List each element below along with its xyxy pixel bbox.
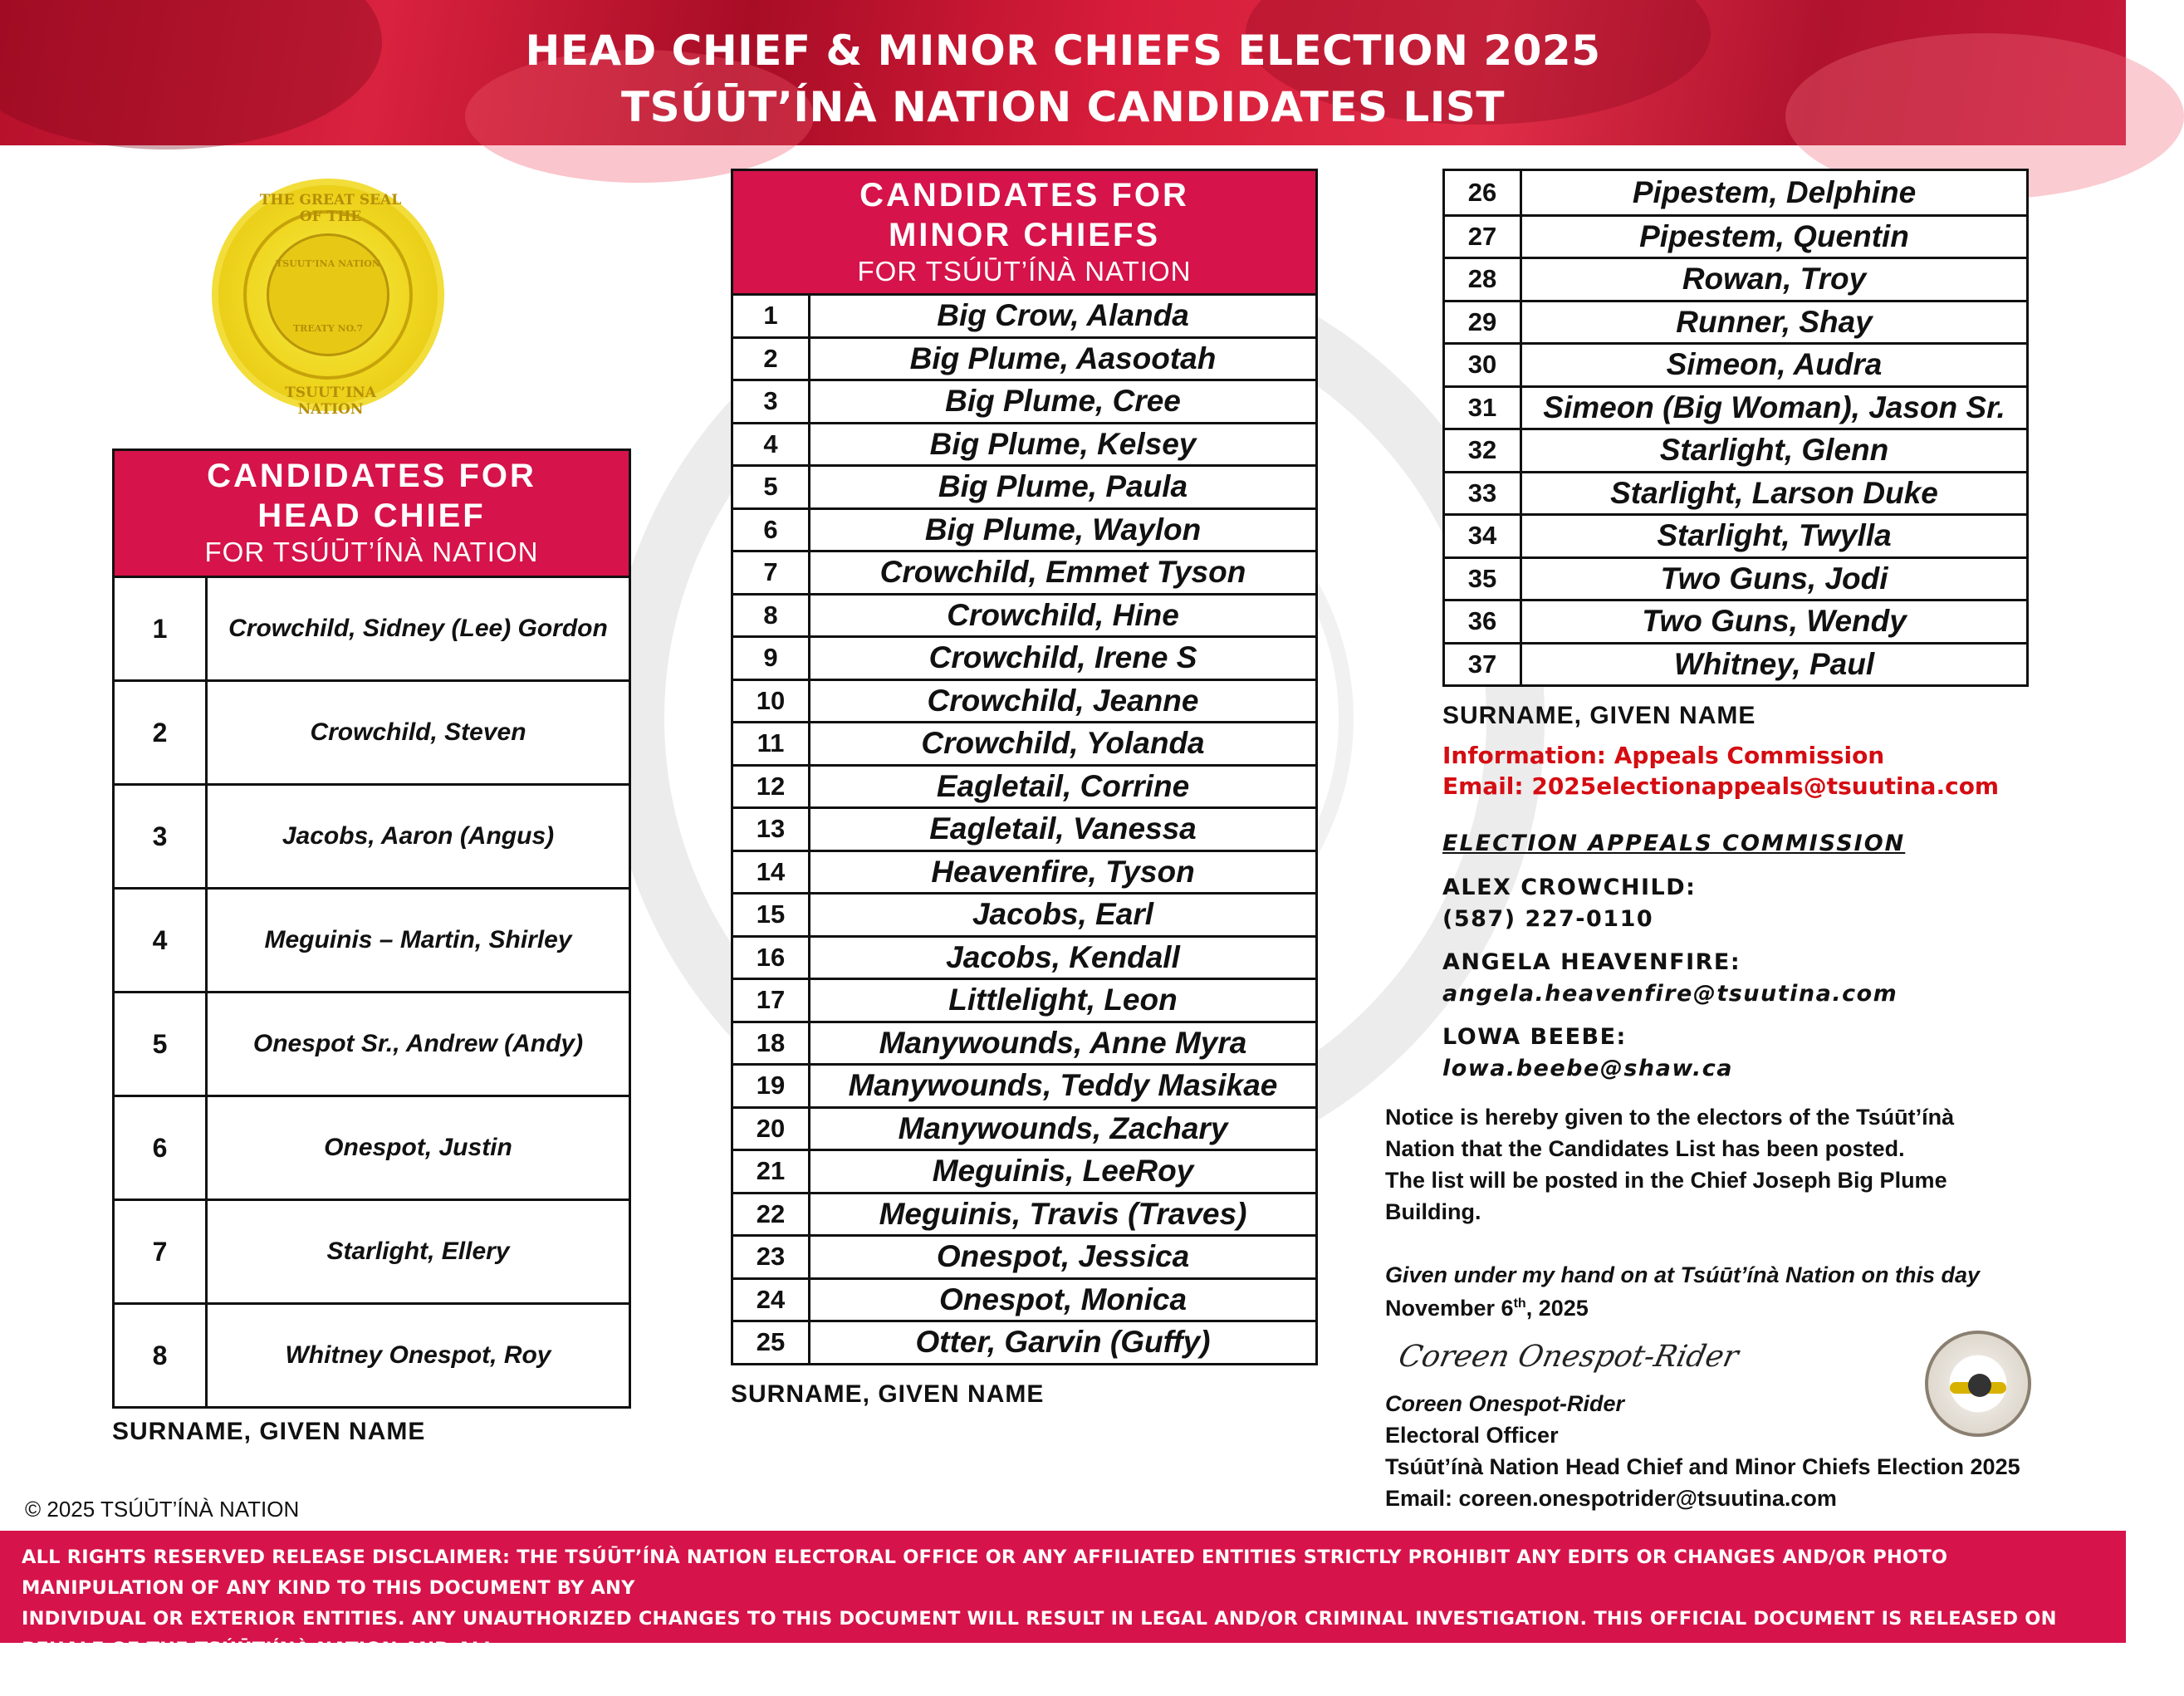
table-row — [1445, 300, 2026, 343]
table-row — [733, 1063, 1315, 1106]
disclaimer-banner — [0, 1531, 2126, 1691]
table-row — [733, 764, 1315, 807]
table-row — [733, 721, 1315, 764]
signatory-email-link[interactable]: Email: coreen.onespotrider@tsuutina.com — [1385, 1486, 1837, 1511]
table-row — [733, 422, 1315, 465]
signature-script: Coreen Onespot-Rider — [1395, 1340, 1742, 1374]
candidate-number: 35 — [1445, 559, 1522, 600]
candidate-number: 13 — [733, 809, 810, 850]
candidate-number: 17 — [733, 980, 810, 1021]
notice-paragraph — [1385, 1101, 1954, 1228]
candidate-number: 3 — [115, 786, 208, 887]
date-month: November 6 — [1385, 1296, 1514, 1321]
candidate-number: 31 — [1445, 388, 1522, 429]
candidate-name: Meguinis, Travis (Traves) — [879, 1196, 1247, 1231]
candidate-name: Meguinis, LeeRoy — [932, 1154, 1194, 1189]
member-name: ALEX CROWCHILD: — [1442, 875, 1697, 900]
candidate-name: Pipestem, Delphine — [1632, 174, 1917, 209]
candidate-number: 19 — [733, 1066, 810, 1106]
candidate-name: Runner, Shay — [1676, 304, 1873, 339]
table-row — [1445, 556, 2026, 600]
head-chief-caption: SURNAME, GIVEN NAME — [112, 1418, 426, 1445]
page-title-line1: HEAD CHIEF & MINOR CHIEFS ELECTION 2025 — [525, 27, 1601, 75]
table-row — [1445, 471, 2026, 514]
signatory-title: Electoral Officer — [1385, 1423, 1559, 1448]
disclaimer-line: COPYRIGHT IS OWNED BY TSÚŪT’ÍNÀ NATION AND STRICTLY PROHIBITS THAT NO PART OF THIS DOCUMENT BE REPRODUCED, MANIPULATED, OR COMPROMISED. — [22, 1669, 1735, 1691]
table-row — [1445, 342, 2026, 385]
table-row — [733, 892, 1315, 935]
candidate-number: 9 — [733, 638, 810, 679]
minor-chiefs-table — [731, 169, 1318, 1365]
copyright-notice: © 2025 TSÚŪT’ÍNÀ NATION — [25, 1497, 300, 1522]
notice-line: Notice is hereby given to the electors of the Tsúūt’ínà — [1385, 1105, 1955, 1130]
appeals-email-link[interactable]: Email: 2025electionappeals@tsuutina.com — [1442, 772, 2000, 800]
table-row — [733, 1192, 1315, 1235]
table-row — [733, 464, 1315, 507]
candidate-number: 4 — [115, 890, 208, 991]
candidate-number: 7 — [115, 1201, 208, 1302]
candidate-number: 28 — [1445, 259, 1522, 300]
head-chief-heading — [115, 451, 629, 576]
candidate-number: 1 — [733, 296, 810, 336]
candidate-number: 20 — [733, 1109, 810, 1149]
table-row — [733, 850, 1315, 893]
heading-line: MINOR CHIEFS — [888, 217, 1161, 253]
table-row — [1445, 428, 2026, 471]
table-row — [733, 806, 1315, 850]
seal-inner-text-bottom: TREATY NO.7 — [293, 323, 363, 334]
candidate-number: 16 — [733, 938, 810, 978]
minor-chiefs-heading — [733, 171, 1315, 293]
candidate-name: Simeon, Audra — [1666, 347, 1883, 382]
candidate-number: 23 — [733, 1237, 810, 1277]
table-row — [1445, 599, 2026, 642]
table-row — [733, 1021, 1315, 1064]
disclaimer-line: ALL RIGHTS RESERVED RELEASE DISCLAIMER: THE TSÚŪT’ÍNÀ NATION ELECTORAL OFFICE OR ANY AFFILIATED ENTITIES STRICTLY PROHIBIT ANY EDITS OR CHANGES AND/OR PHOTO MANIPULATION OF ANY KIND TO THIS DOCUMENT BY ANY — [22, 1546, 1948, 1599]
candidate-name: Jacobs, Earl — [972, 897, 1153, 932]
candidate-name: Big Plume, Paula — [938, 469, 1188, 504]
table-row — [733, 379, 1315, 422]
member-name: LOWA BEEBE: — [1442, 1024, 1627, 1050]
candidate-name: Jacobs, Aaron (Angus) — [282, 822, 555, 850]
candidate-number: 11 — [733, 723, 810, 764]
candidate-number: 7 — [733, 552, 810, 593]
table-row — [733, 1234, 1315, 1277]
candidate-number: 12 — [733, 767, 810, 807]
table-row — [733, 293, 1315, 336]
candidate-name: Manywounds, Anne Myra — [879, 1025, 1247, 1060]
signatory-org: Tsúūt’ínà Nation Head Chief and Minor Chiefs Election 2025 — [1385, 1454, 2020, 1479]
candidate-name: Simeon (Big Woman), Jason Sr. — [1543, 390, 2005, 424]
candidate-name: Starlight, Glenn — [1659, 433, 1889, 468]
minor-chiefs-table-continued — [1442, 169, 2029, 687]
table-row — [115, 887, 629, 991]
minor-chiefs-caption: SURNAME, GIVEN NAME — [731, 1380, 1045, 1408]
candidate-number: 29 — [1445, 302, 1522, 343]
candidate-number: 18 — [733, 1023, 810, 1064]
candidate-name: Onespot, Monica — [938, 1282, 1187, 1316]
table-row — [1445, 642, 2026, 685]
heading-line: CANDIDATES FOR — [859, 177, 1189, 213]
table-row — [1445, 214, 2026, 257]
candidate-number: 3 — [733, 381, 810, 422]
candidate-name: Crowchild, Steven — [310, 718, 526, 746]
given-under-hand-line: Given under my hand on at Tsúūt’ínà Nation on this day — [1385, 1262, 1981, 1287]
seal-dot — [1968, 1374, 1991, 1397]
date-suffix: th — [1513, 1297, 1526, 1311]
seal-center — [267, 233, 389, 356]
candidate-name: Starlight, Ellery — [326, 1238, 510, 1265]
appeals-commission-title: ELECTION APPEALS COMMISSION — [1442, 831, 1906, 856]
table-row — [733, 1320, 1315, 1363]
candidate-name: Otter, Garvin (Guffy) — [915, 1325, 1211, 1360]
table-row — [733, 679, 1315, 722]
candidate-number: 26 — [1445, 171, 1522, 214]
table-row — [1445, 385, 2026, 429]
heading-line: CANDIDATES FOR — [207, 458, 536, 494]
table-row — [115, 783, 629, 887]
candidate-name: Big Crow, Alanda — [937, 298, 1189, 333]
table-row — [115, 1095, 629, 1198]
table-row — [733, 1149, 1315, 1192]
table-row — [115, 576, 629, 679]
table-row — [733, 593, 1315, 636]
candidate-name: Crowchild, Irene S — [928, 640, 1197, 675]
member-phone[interactable]: (587) 227-0110 — [1442, 906, 1654, 932]
candidate-number: 5 — [733, 467, 810, 507]
candidate-number: 15 — [733, 895, 810, 935]
candidate-number: 2 — [733, 339, 810, 380]
notice-date — [1385, 1296, 1589, 1321]
candidate-name: Two Guns, Wendy — [1642, 604, 1907, 639]
candidate-name: Big Plume, Kelsey — [929, 426, 1197, 461]
candidate-number: 4 — [733, 424, 810, 465]
heading-line: HEAD CHIEF — [257, 498, 486, 534]
signatory-name: Coreen Onespot-Rider — [1385, 1391, 1625, 1416]
candidate-name: Big Plume, Waylon — [924, 512, 1202, 547]
candidate-number: 8 — [115, 1305, 208, 1406]
official-seal-logo — [1925, 1331, 2031, 1437]
candidate-number: 32 — [1445, 430, 1522, 471]
candidate-number: 33 — [1445, 473, 1522, 514]
candidate-name: Crowchild, Hine — [947, 597, 1179, 632]
candidate-number: 22 — [733, 1194, 810, 1235]
candidate-name: Pipestem, Quentin — [1639, 218, 1909, 253]
candidate-number: 25 — [733, 1322, 810, 1363]
table-row — [1445, 513, 2026, 556]
candidate-name: Whitney, Paul — [1673, 646, 1875, 681]
candidate-name: Onespot, Jessica — [936, 1239, 1190, 1274]
table-row — [115, 991, 629, 1095]
minor-chiefs-caption-right: SURNAME, GIVEN NAME — [1442, 702, 1756, 729]
candidate-number: 10 — [733, 681, 810, 722]
candidate-name: Onespot Sr., Andrew (Andy) — [252, 1030, 584, 1057]
table-row — [733, 1277, 1315, 1321]
candidate-name: Eagletail, Vanessa — [929, 811, 1197, 846]
candidate-name: Crowchild, Jeanne — [927, 683, 1199, 718]
heading-subline: FOR TSÚŪT’ÍNÀ NATION — [857, 256, 1192, 287]
candidate-number: 36 — [1445, 601, 1522, 642]
candidate-number: 5 — [115, 993, 208, 1095]
great-seal-logo — [212, 179, 444, 418]
table-row — [733, 1106, 1315, 1149]
candidate-number: 6 — [115, 1097, 208, 1198]
date-year: , 2025 — [1525, 1296, 1589, 1321]
candidate-number: 6 — [733, 510, 810, 551]
head-chief-table — [112, 449, 631, 1409]
disclaimer-line: INDIVIDUAL OR EXTERIOR ENTITIES. ANY UNAUTHORIZED CHANGES TO THIS DOCUMENT WILL RESULT IN LEGAL AND/OR CRIMINAL INVESTIGATION. THIS OFFICIAL DOCUMENT IS RELEASED ON BEHALF OF THE TSÚŪT’ÍNÀ NATION AND ALL — [22, 1608, 2057, 1660]
candidate-name: Big Plume, Cree — [945, 384, 1181, 419]
candidate-name: Onespot, Justin — [324, 1134, 512, 1161]
candidate-number: 8 — [733, 596, 810, 636]
candidate-number: 21 — [733, 1151, 810, 1192]
notice-line: Building. — [1385, 1199, 1481, 1224]
table-row — [733, 935, 1315, 978]
candidate-name: Big Plume, Aasootah — [909, 341, 1217, 375]
candidate-name: Whitney Onespot, Roy — [285, 1341, 551, 1369]
seal-inner-text-top: TSUUT’INA NATION — [276, 258, 380, 269]
candidate-name: Crowchild, Yolanda — [921, 726, 1205, 761]
member-email-link[interactable]: lowa.beebe@shaw.ca — [1442, 1056, 1734, 1081]
table-row — [115, 1302, 629, 1406]
candidate-number: 37 — [1445, 645, 1522, 685]
candidate-number: 27 — [1445, 217, 1522, 257]
appeals-info-line: Information: Appeals Commission — [1442, 742, 1885, 769]
candidate-name: Heavenfire, Tyson — [931, 854, 1195, 889]
table-row — [1445, 257, 2026, 300]
notice-line: The list will be posted in the Chief Joseph Big Plume — [1385, 1168, 1947, 1193]
candidate-name: Littlelight, Leon — [948, 983, 1178, 1017]
table-row — [733, 635, 1315, 679]
heading-subline: FOR TSÚŪT’ÍNÀ NATION — [204, 537, 539, 567]
candidate-number: 2 — [115, 682, 208, 783]
candidate-name: Rowan, Troy — [1682, 262, 1867, 297]
table-row — [733, 978, 1315, 1021]
candidate-name: Starlight, Larson Duke — [1610, 475, 1938, 510]
candidate-name: Manywounds, Zachary — [898, 1110, 1228, 1145]
candidate-name: Jacobs, Kendall — [946, 939, 1180, 974]
member-email-link[interactable]: angela.heavenfire@tsuutina.com — [1442, 981, 1898, 1007]
table-row — [733, 550, 1315, 593]
candidate-name: Manywounds, Teddy Masikae — [848, 1068, 1278, 1103]
seal-text-bottom: TSUUT’INA NATION — [285, 385, 376, 418]
candidate-number: 30 — [1445, 345, 1522, 385]
candidate-number: 1 — [115, 578, 208, 679]
table-row — [115, 679, 629, 783]
candidate-number: 14 — [733, 852, 810, 893]
candidate-number: 34 — [1445, 516, 1522, 556]
member-name: ANGELA HEAVENFIRE: — [1442, 949, 1741, 975]
candidate-number: 24 — [733, 1280, 810, 1321]
table-row — [733, 507, 1315, 551]
notice-line: Nation that the Candidates List has been posted. — [1385, 1136, 1905, 1161]
candidate-name: Crowchild, Sidney (Lee) Gordon — [228, 615, 608, 642]
table-row — [115, 1198, 629, 1302]
table-row — [1445, 171, 2026, 214]
table-row — [733, 336, 1315, 380]
candidate-name: Starlight, Twylla — [1657, 518, 1892, 553]
candidate-name: Eagletail, Corrine — [936, 768, 1190, 803]
candidate-name: Two Guns, Jodi — [1660, 561, 1888, 596]
candidate-name: Crowchild, Emmet Tyson — [879, 555, 1246, 590]
header-banner — [0, 0, 2126, 145]
page-title-line2: TSÚŪT’ÍNÀ NATION CANDIDATES LIST — [620, 83, 1506, 131]
seal-text-top: THE GREAT SEAL OF THE — [259, 192, 402, 225]
candidate-name: Meguinis – Martin, Shirley — [264, 926, 572, 953]
